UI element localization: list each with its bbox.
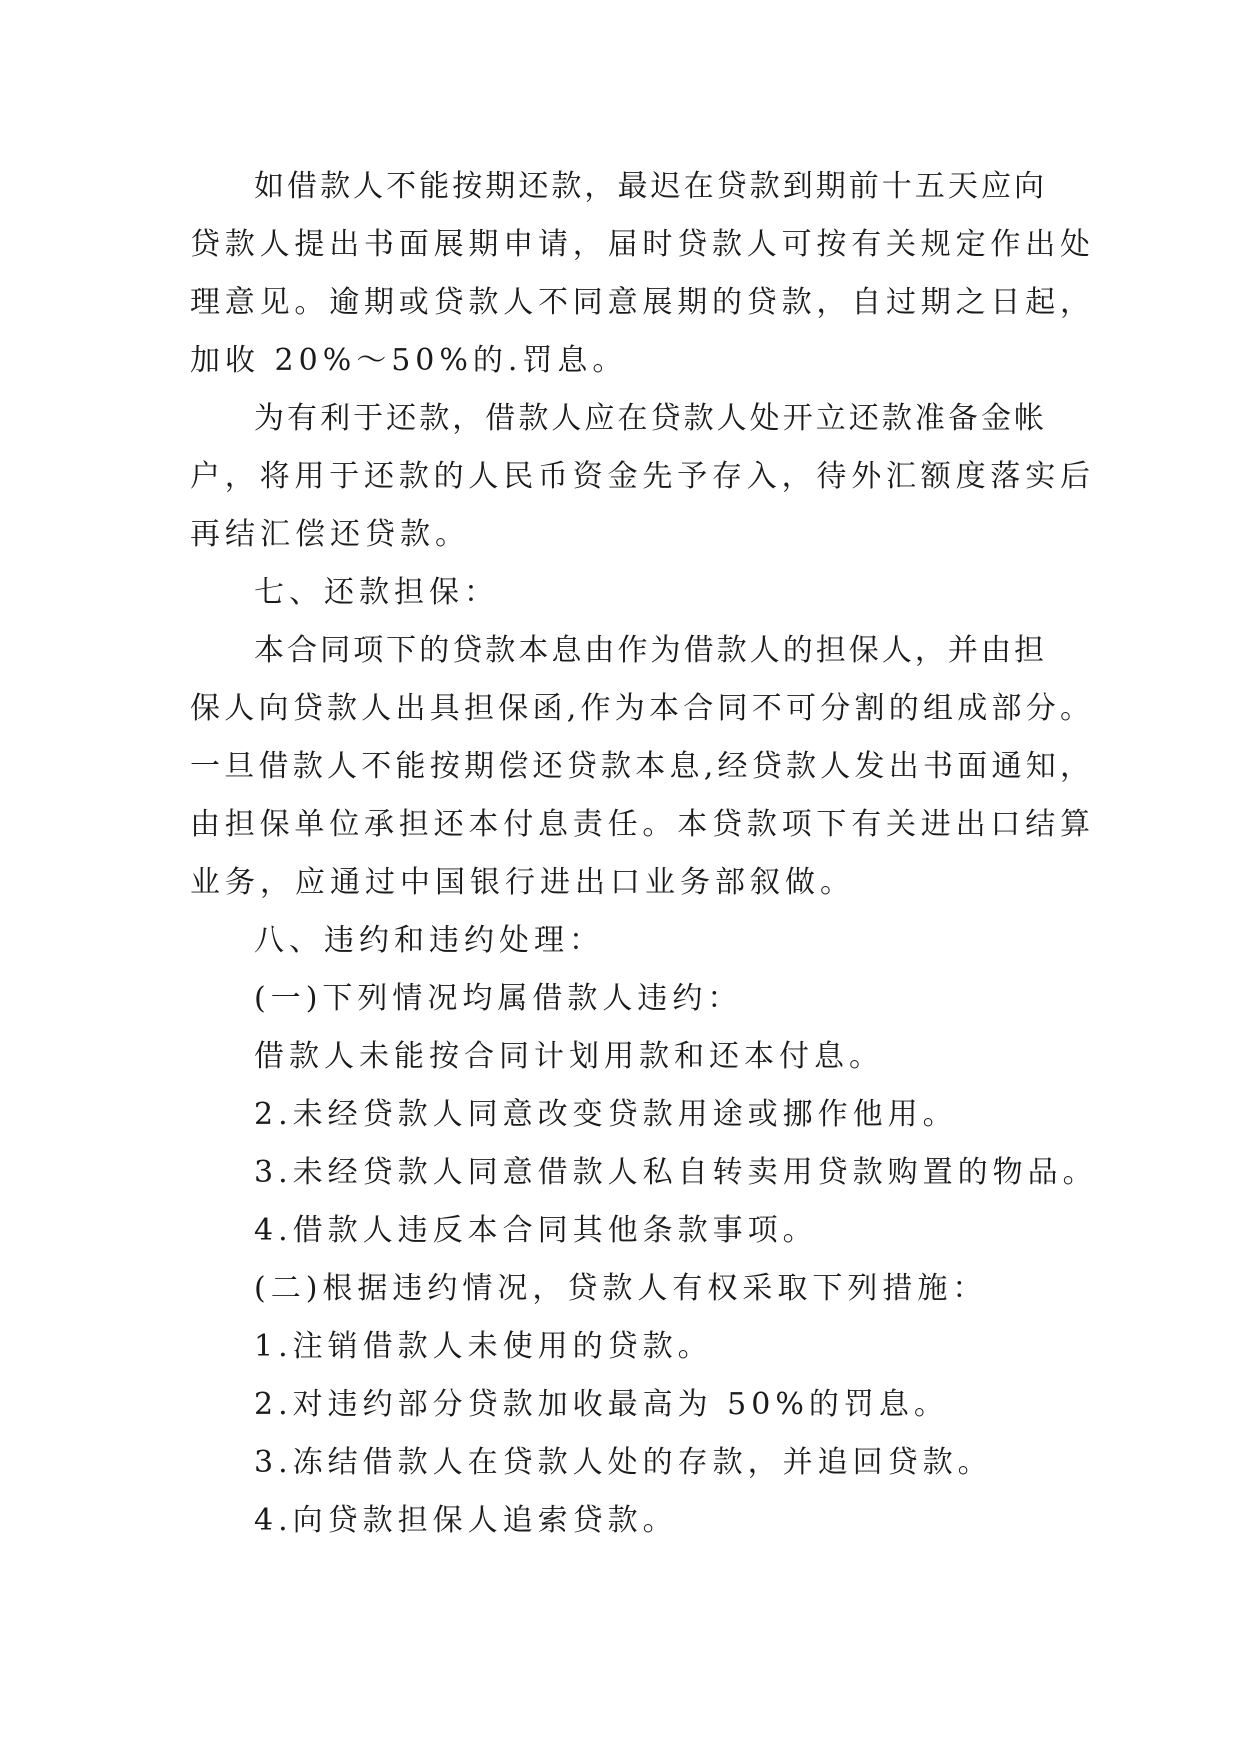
paragraph-line: 由担保单位承担还本付息责任。本贷款项下有关进出口结算 [190, 807, 1090, 842]
paragraph-line: 理意见。逾期或贷款人不同意展期的贷款，自过期之日起， [190, 285, 1090, 320]
section-heading: 七、还款担保： [254, 575, 499, 610]
paragraph-line: 加收 20%～50%的.罚息。 [190, 343, 628, 378]
paragraph-line: 一旦借款人不能按期偿还贷款本息,经贷款人发出书面通知， [190, 749, 1090, 784]
paragraph-line: 户，将用于还款的人民币资金先予存入，待外汇额度落实后 [190, 459, 1090, 494]
paragraph-line: 再结汇偿还贷款。 [190, 517, 470, 552]
list-item: 1.注销借款人未使用的贷款。 [254, 1329, 713, 1364]
list-item: 3.未经贷款人同意借款人私自转卖用贷款购置的物品。 [254, 1155, 1098, 1190]
subsection-heading: (一)下列情况均属借款人违约： [254, 981, 743, 1016]
list-item: 2.未经贷款人同意改变贷款用途或挪作他用。 [254, 1097, 958, 1132]
paragraph-line: 为有利于还款，借款人应在贷款人处开立还款准备金帐 [254, 401, 1044, 436]
list-item: 3.冻结借款人在贷款人处的存款，并追回贷款。 [254, 1445, 993, 1480]
paragraph-line: 保人向贷款人出具担保函,作为本合同不可分割的组成部分。 [190, 691, 1090, 726]
section-heading: 八、违约和违约处理： [254, 923, 604, 958]
paragraph-line: 如借款人不能按期还款，最迟在贷款到期前十五天应向 [254, 169, 1044, 204]
paragraph-line: 业务，应通过中国银行进出口业务部叙做。 [190, 865, 855, 900]
list-item: 2.对违约部分贷款加收最高为 50%的罚息。 [254, 1387, 949, 1422]
list-item: 4.向贷款担保人追索贷款。 [254, 1503, 678, 1538]
paragraph-line: 本合同项下的贷款本息由作为借款人的担保人，并由担 [254, 633, 1044, 668]
list-item: 4.借款人违反本合同其他条款事项。 [254, 1213, 818, 1248]
list-item: 借款人未能按合同计划用款和还本付息。 [254, 1039, 884, 1074]
paragraph-line: 贷款人提出书面展期申请，届时贷款人可按有关规定作出处 [190, 227, 1090, 262]
subsection-heading: (二)根据违约情况，贷款人有权采取下列措施： [254, 1271, 988, 1306]
